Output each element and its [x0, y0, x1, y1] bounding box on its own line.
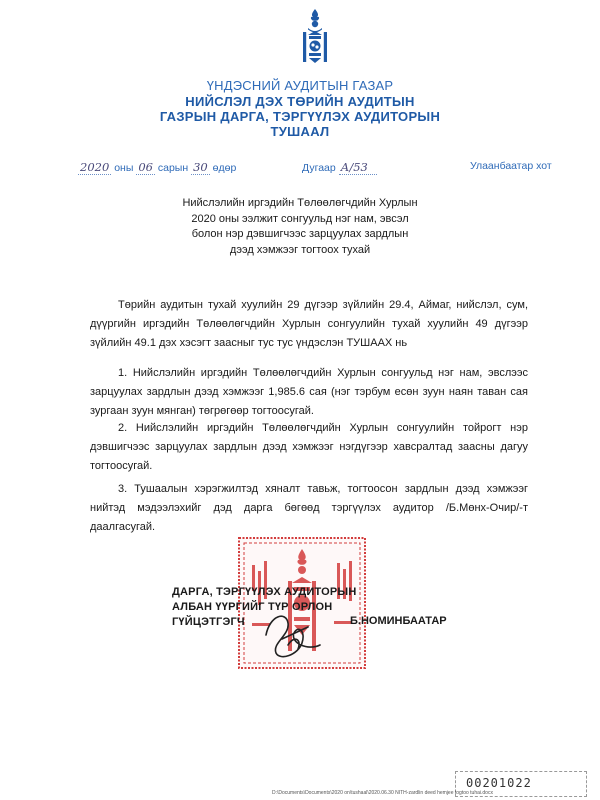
- date-month: 06: [138, 160, 153, 174]
- soyombo-emblem-icon: [298, 8, 332, 66]
- document-number: [302, 160, 377, 175]
- document-type: ТУШААЛ: [270, 124, 330, 139]
- subject-line-3: болон нэр дэвшигчээс зарцуулах зардлын: [191, 228, 409, 240]
- preamble-paragraph: Төрийн аудитын тухай хуулийн 29 дүгээр зүйлийн 29.4, Аймаг, нийслэл, сум, дүүргийн иргэдийн Төлөөлөгчдийн Хурлын сонгуулийн тухай хуулийн 49 дүгээр зүйлийн 49.1 дэх хэсэгт заасныг тус тус үндэслэн ТУШААХ нь: [90, 299, 528, 349]
- header-line-3: ГАЗРЫН ДАРГА, ТЭРГҮҮЛЭХ АУДИТОРЫН: [159, 109, 441, 124]
- number-value: А/53: [339, 160, 377, 175]
- number-label: Дугаар: [302, 162, 336, 174]
- subject-line-4: дээд хэмжээг тогтоох тухай: [229, 243, 371, 256]
- order-item-1: 1. Нийслэлийн иргэдийн Төлөөлөгчдийн Хурлын сонгуульд нэг нам, эвслээс зарцуулах зардлын дээд хэмжээг 1,985.6 сая (нэг тэрбум есөн зуун наян таван сая зургаан зуун мянган) төгрөгөөр тогтоосугай.: [90, 367, 528, 417]
- date-year-suffix: оны: [114, 162, 134, 174]
- order-item-3: 3. Тушаалын хэрэгжилтэд хяналт тавьж, тогтоосон зардлын дээд хэмжээг нийтэд мэдээлэхийг дэд дарга бөгөөд тэргүүлэх аудитор /Б.Мөнх-Очир/-т даалгасугай.: [90, 483, 528, 533]
- header-line-2: НИЙСЛЭЛ ДЭХ ТӨРИЙН АУДИТЫН: [185, 94, 415, 109]
- document-subject: [150, 196, 450, 258]
- subject-line-1: Нийслэлийн иргэдийн Төлөөлөгчдийн Хурлын: [182, 197, 418, 209]
- signatory-name: Б.НОМИНБААТАР: [350, 615, 447, 627]
- date-day-suffix: өдөр: [212, 162, 237, 174]
- order-item-2: 2. Нийслэлийн иргэдийн Төлөөлөгчдийн Хурлын сонгуулийн тойрогт нэр дэвшигчээс зарцуулах зардлын дээд хэмжээг нэгдүгээр хавсралтад заасны дагуу тогтоосугай.: [90, 422, 528, 472]
- signatory-title-line-1: ДАРГА, ТЭРГҮҮЛЭХ АУДИТОРЫН: [172, 586, 357, 598]
- organization-name: ҮНДЭСНИЙ АУДИТЫН ГАЗАР: [206, 78, 394, 93]
- signatory-title-line-2: АЛБАН ҮҮРГИЙГ ТҮР ОРЛОН: [172, 601, 333, 613]
- date-month-suffix: сарын: [157, 162, 189, 174]
- document-date: [78, 160, 236, 175]
- document-city: Улаанбаатар хот: [470, 160, 552, 172]
- file-path: D:\Documents\Documents\2020 on\tushaal\2020.06.30 NITH-zardlin deed hemjee togtoo tuhai.docx: [272, 790, 493, 796]
- subject-line-2: 2020 оны ээлжит сонгуульд нэг нам, эвсэл: [191, 212, 409, 225]
- date-year: 2020: [80, 160, 110, 174]
- signatory-title: [172, 585, 357, 630]
- date-day: 30: [193, 160, 208, 174]
- serial-number: 00201022: [466, 776, 532, 790]
- signatory-title-line-3: ГҮЙЦЭТГЭГЧ: [172, 616, 245, 628]
